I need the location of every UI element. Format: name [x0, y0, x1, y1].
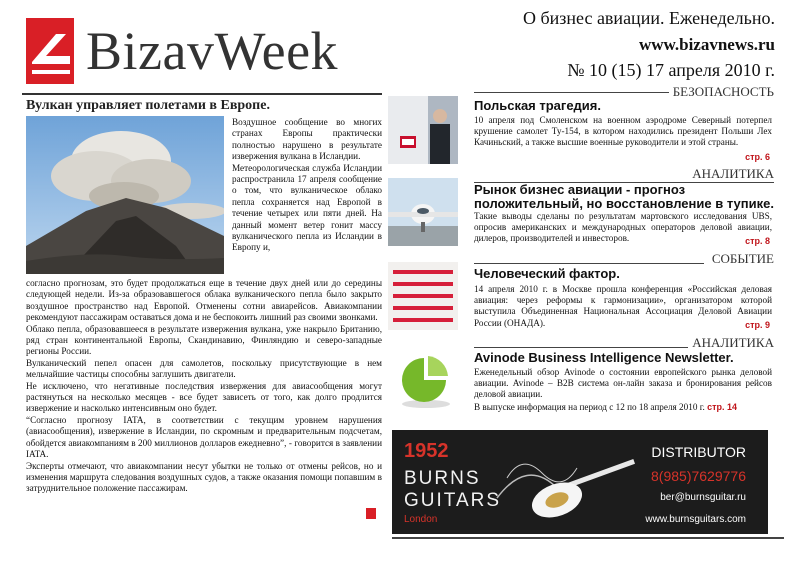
lead-paragraph: Вулканический пепел опасен для самолетов, поскольку присутствующие в нем мельчайшие частицы способны заглушить двигатели. — [26, 357, 382, 380]
article-title[interactable]: Avinode Business Intelligence Newsletter. — [474, 350, 734, 365]
section-tag: АНАЛИТИКА — [688, 166, 774, 182]
ad-url[interactable]: www.burnsguitars.com — [645, 514, 746, 525]
ad-email[interactable]: ber@burnsguitar.ru — [660, 492, 746, 503]
ad-brand: GUITARS — [404, 490, 502, 511]
article-text — [474, 284, 772, 329]
lead-paragraph: согласно прогнозам, это будет продолжаться еще в течение двух дней или до середины следующей недели. Из-за образовавшегося облака вулканического пепла было закрыто воздушное пространство над Европой. Отменены сотни авиарейсов. Авиакомпании рекомендуют пассажирам оставаться дома и не беспокоить лишний раз своими звонками. — [26, 278, 382, 323]
page-ref[interactable]: стр. 8 — [745, 236, 770, 246]
lead-paragraph: “Согласно прогнозу IATA, в соответствии с текущим уровнем нарушения (авиасообщения), извержение в Исландии, по скромным и предварительным подсчетам, обойдется авиакомпаниям в 200 миллионов долларов ежедневно”, - говорится в заявлении IATA. — [26, 414, 382, 460]
section-tag: СОБЫТИЕ — [708, 251, 774, 267]
guitar-image — [487, 438, 647, 532]
article-text — [474, 115, 772, 149]
page-ref[interactable]: стр. 6 — [745, 152, 770, 162]
article-body: 14 апреля 2010 г. в Москве прошла конференция «Российская деловая авиация: через реформы к гармонизации», организатором которой выступила Объединенная Национальная Ассоциация Деловой Авиации России (ОНАДА). — [474, 284, 772, 328]
conference-photo — [388, 262, 458, 330]
article-title[interactable]: Человеческий фактор. — [474, 266, 620, 281]
section-tag: АНАЛИТИКА — [688, 335, 774, 351]
article-body: 10 апреля под Смоленском на военном аэродроме Северный потерпел крушение самолет Ту-154, в котором находились президент Польши Лех Качиньский, а также высшие военные руководители и этой страны. — [474, 115, 772, 148]
article-body: Еженедельный обзор Avinode о состоянии европейского рынка деловой авиации. Avinode – B2B система он-лайн заказа и бронирования рейсов деловой авиации. — [474, 367, 772, 400]
article-text — [474, 211, 772, 245]
tagline: О бизнес авиации. Еженедельно. — [522, 8, 775, 28]
lead-paragraph: Метеорологическая служба Исландии распространила 17 апреля сообщение о том, что вулканическое облако пепла сохраняется над Европой в течение четырех или пяти дней. На данный момент ветер гонит массу вулканического пепла из Исландии в Европу и, — [232, 162, 382, 253]
article-text — [474, 367, 772, 401]
divider — [392, 537, 784, 539]
ad-distributor: DISTRIBUTOR — [651, 444, 746, 460]
lead-paragraph: Не исключено, что негативные последствия извержения для авиасообщения могут растянуться на несколько месяцев - все будет зависеть от того, как долго продлится извержение и насколько интенсивным оно будет. — [26, 380, 382, 414]
plane-door-photo — [388, 96, 458, 164]
page-ref[interactable]: стр. 14 — [707, 402, 737, 412]
lead-body — [26, 278, 382, 495]
issue-info: № 10 (15) 17 апреля 2010 г. — [567, 60, 775, 80]
article-body: В выпуске информация на период с 12 по 18 апреля 2010 г. — [474, 402, 705, 412]
ad-brand: BURNS — [404, 468, 481, 489]
lead-paragraph: Воздушное сообщение во многих странах Европы практически полностью нарушено в результате извержения вулкана в Исландии. — [232, 117, 382, 162]
website-link[interactable]: www.bizavnews.ru — [638, 35, 775, 54]
burns-guitars-ad[interactable] — [392, 430, 768, 534]
ad-year: 1952 — [404, 440, 449, 462]
ad-phone[interactable]: 8(985)7629776 — [651, 468, 746, 484]
logo-mark — [26, 18, 74, 84]
lead-paragraph: Облако пепла, образовавшееся в результате извержения вулкана, уже накрыло Британию, ряд стран континентальной Европы, Скандинавию, Финляндию и северо-западные регионы России. — [26, 323, 382, 357]
article-body: Такие выводы сделаны по результатам мартовского исследования UBS, опросив американских и международных операторов деловой авиации, дилеров, производителей и инвесторов. — [474, 211, 772, 244]
section-line — [474, 347, 704, 348]
divider — [22, 93, 382, 95]
article-title[interactable]: Польская трагедия. — [474, 98, 601, 113]
logo-text: BizavWeek — [86, 21, 339, 81]
section-line — [474, 263, 704, 264]
end-mark-icon — [366, 508, 376, 519]
lead-paragraph: Эксперты отмечают, что авиакомпании несут убытки не только от отмены рейсов, но и изменения маршрута следования воздушных судов, а также оказания помощи попавшим в затруднительное положение пассажирам. — [26, 460, 382, 494]
volcano-photo — [26, 116, 224, 274]
article-title[interactable]: Рынок бизнес авиации - прогноз положительный, но восстановление в тупике. — [474, 182, 774, 211]
avinode-chart-icon — [388, 346, 458, 414]
lead-title: Вулкан управляет полетами в Европе. — [26, 98, 270, 113]
ad-city: London — [404, 514, 438, 525]
page-ref[interactable]: стр. 9 — [745, 320, 770, 330]
section-tag: БЕЗОПАСНОСТЬ — [669, 84, 774, 100]
jet-photo — [388, 178, 458, 246]
lead-column — [232, 117, 382, 254]
article-text — [474, 402, 772, 413]
